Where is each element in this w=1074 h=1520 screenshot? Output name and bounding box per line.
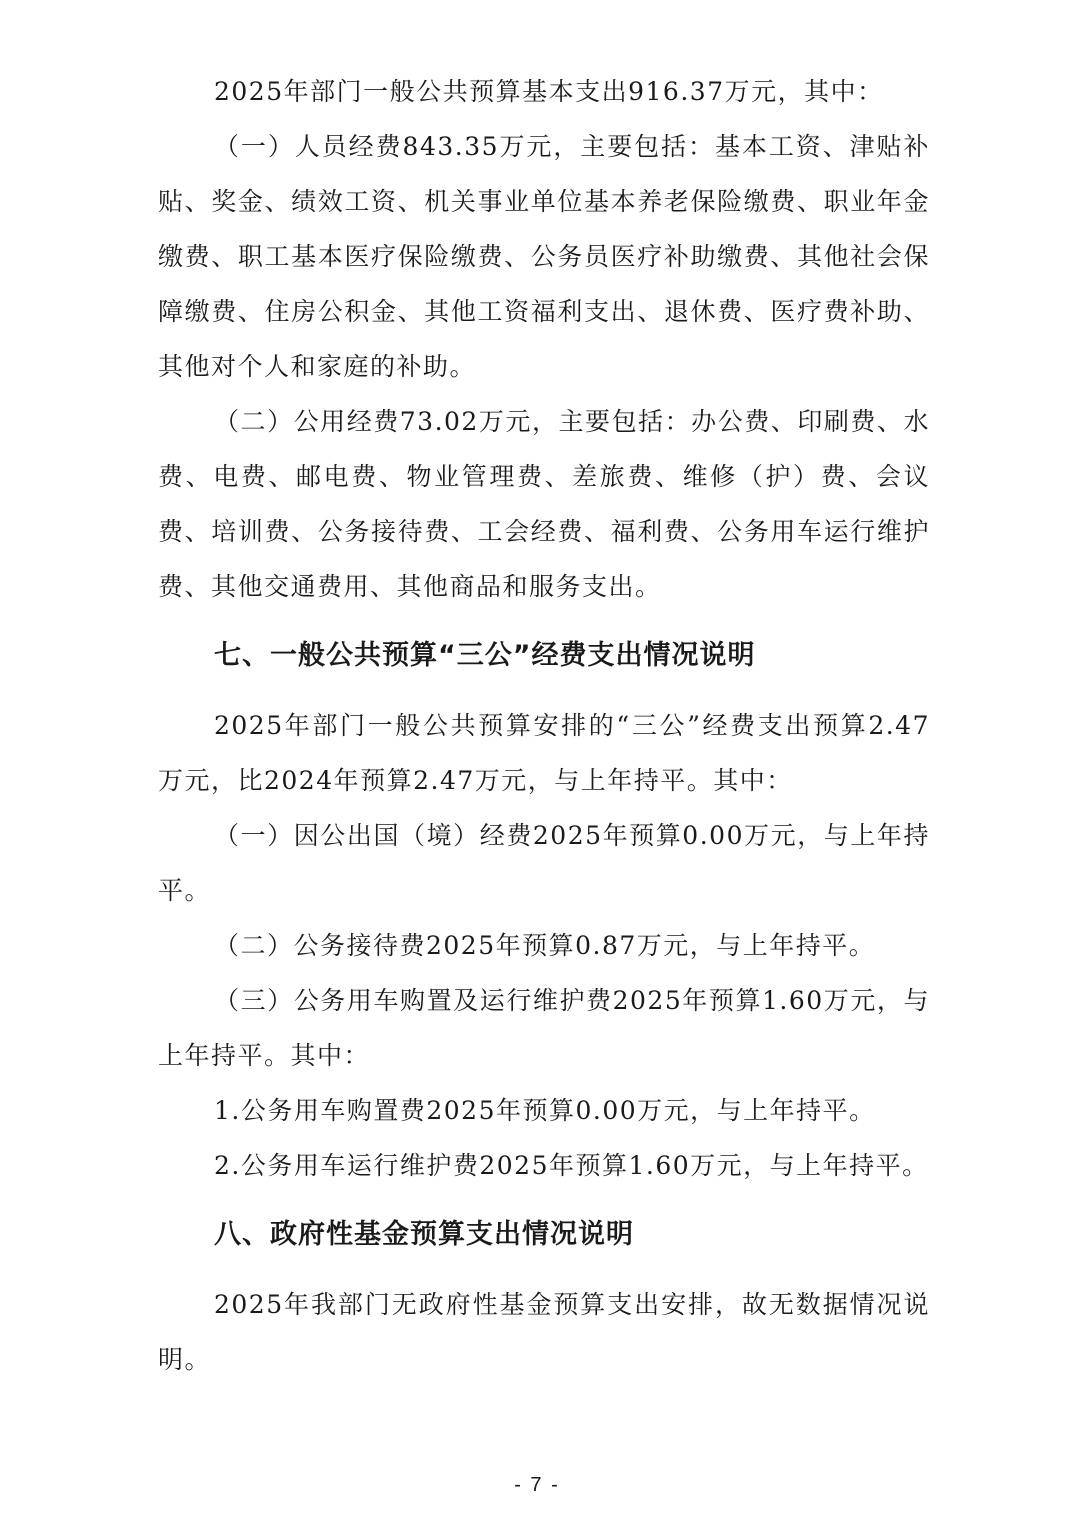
paragraph-reception: （二）公务接待费2025年预算0.87万元，与上年持平。: [214, 931, 876, 960]
paragraph-overseas-travel: （一）因公出国（境）经费2025年预算0.00万元，与上年持平。: [158, 821, 930, 905]
paragraph-government-fund: 2025年我部门无政府性基金预算支出安排，故无数据情况说明。: [158, 1290, 930, 1374]
paragraph-vehicle-maintenance: 2.公务用车运行维护费2025年预算1.60万元，与上年持平。: [214, 1151, 929, 1180]
paragraph-vehicle-total: （三）公务用车购置及运行维护费2025年预算1.60万元，与上年持平。其中：: [158, 986, 930, 1070]
page-number: - 7 -: [514, 1474, 560, 1496]
paragraph-three-public-total: 2025年部门一般公共预算安排的“三公”经费支出预算2.47万元，比2024年预算2.47万元，与上年持平。其中：: [158, 711, 930, 795]
paragraph-public-expenses: （二）公用经费73.02万元，主要包括：办公费、印刷费、水费、电费、邮电费、物业管理费、差旅费、维修（护）费、会议费、培训费、公务接待费、工会经费、福利费、公务用车运行维护费、其他交通费用、其他商品和服务支出。: [158, 407, 930, 601]
heading-section-7: 七、一般公共预算“三公”经费支出情况说明: [214, 640, 756, 671]
heading-section-8: 八、政府性基金预算支出情况说明: [214, 1219, 634, 1250]
paragraph-basic-expenditure: 2025年部门一般公共预算基本支出916.37万元，其中：: [214, 77, 884, 106]
paragraph-personnel-expenses: （一）人员经费843.35万元，主要包括：基本工资、津贴补贴、奖金、绩效工资、机关事业单位基本养老保险缴费、职业年金缴费、职工基本医疗保险缴费、公务员医疗补助缴费、其他社会保障缴费、住房公积金、其他工资福利支出、退休费、医疗费补助、其他对个人和家庭的补助。: [158, 132, 930, 381]
paragraph-vehicle-purchase: 1.公务用车购置费2025年预算0.00万元，与上年持平。: [214, 1096, 876, 1125]
document-body: [158, 64, 930, 1387]
